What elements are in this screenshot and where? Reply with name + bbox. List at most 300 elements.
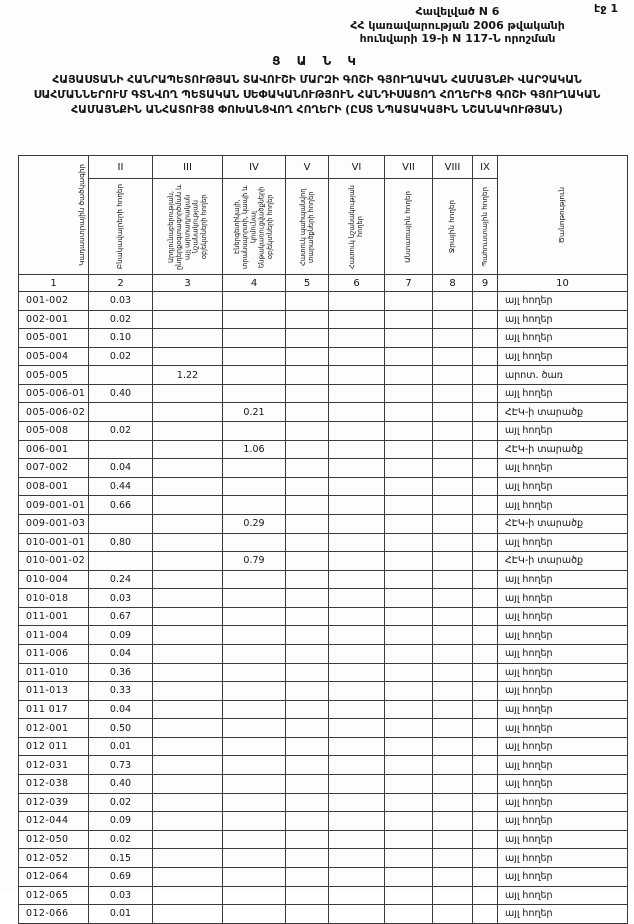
area-value-cell bbox=[286, 793, 329, 812]
area-value-cell bbox=[286, 830, 329, 849]
col-num-9: 9 bbox=[473, 275, 498, 292]
cadastral-code-cell: 009-001-01 bbox=[19, 496, 89, 515]
area-value-cell bbox=[329, 812, 385, 831]
col-num-6: 6 bbox=[329, 275, 385, 292]
area-value-cell bbox=[473, 366, 498, 385]
table-row bbox=[19, 310, 628, 329]
header-roman-row bbox=[19, 156, 628, 179]
area-value-cell bbox=[153, 403, 223, 422]
area-value-cell bbox=[385, 310, 433, 329]
appendix-block bbox=[295, 5, 620, 46]
cadastral-code-cell: 011-001 bbox=[19, 607, 89, 626]
cadastral-code-cell: 011-004 bbox=[19, 626, 89, 645]
area-value-cell bbox=[223, 793, 286, 812]
area-value-cell bbox=[473, 533, 498, 552]
area-value-cell bbox=[473, 737, 498, 756]
area-value-cell bbox=[89, 403, 153, 422]
table-row bbox=[19, 830, 628, 849]
area-value-cell bbox=[385, 775, 433, 794]
appendix-line-1: Հավելված N 6 bbox=[415, 5, 500, 18]
area-value-cell bbox=[223, 292, 286, 311]
area-value-cell bbox=[286, 477, 329, 496]
area-value-cell bbox=[473, 347, 498, 366]
area-value-cell bbox=[385, 570, 433, 589]
area-value-cell bbox=[329, 867, 385, 886]
area-value-cell bbox=[286, 440, 329, 459]
area-value-cell bbox=[153, 793, 223, 812]
area-value-cell bbox=[286, 384, 329, 403]
area-value-cell bbox=[385, 905, 433, 924]
area-value-cell bbox=[433, 496, 473, 515]
area-value-cell bbox=[153, 644, 223, 663]
area-value-cell bbox=[473, 830, 498, 849]
area-value-cell bbox=[223, 812, 286, 831]
area-value-cell bbox=[385, 440, 433, 459]
area-value-cell bbox=[433, 533, 473, 552]
area-value-cell bbox=[473, 626, 498, 645]
note-cell: այլ հողեր bbox=[498, 607, 628, 626]
area-value-cell bbox=[329, 292, 385, 311]
area-value-cell bbox=[286, 403, 329, 422]
area-value-cell bbox=[433, 459, 473, 478]
area-value-cell bbox=[329, 775, 385, 794]
area-value-cell bbox=[223, 719, 286, 738]
cadastral-code-cell: 005-006-02 bbox=[19, 403, 89, 422]
area-value-cell: 0.67 bbox=[89, 607, 153, 626]
area-value-cell bbox=[385, 347, 433, 366]
area-value-cell bbox=[385, 644, 433, 663]
table-row bbox=[19, 644, 628, 663]
table-row bbox=[19, 477, 628, 496]
area-value-cell bbox=[153, 775, 223, 794]
area-value-cell bbox=[153, 552, 223, 571]
area-value-cell bbox=[286, 886, 329, 905]
area-value-cell bbox=[286, 366, 329, 385]
table-row bbox=[19, 292, 628, 311]
area-value-cell bbox=[329, 905, 385, 924]
area-value-cell bbox=[286, 292, 329, 311]
area-value-cell: 0.66 bbox=[89, 496, 153, 515]
table-row bbox=[19, 552, 628, 571]
area-value-cell bbox=[329, 700, 385, 719]
area-value-cell: 0.36 bbox=[89, 663, 153, 682]
area-value-cell: 1.06 bbox=[223, 440, 286, 459]
area-value-cell: 0.44 bbox=[89, 477, 153, 496]
area-value-cell bbox=[473, 756, 498, 775]
table-row bbox=[19, 775, 628, 794]
area-value-cell bbox=[433, 552, 473, 571]
note-cell: այլ հողեր bbox=[498, 737, 628, 756]
area-value-cell bbox=[329, 440, 385, 459]
area-value-cell bbox=[433, 570, 473, 589]
col-num-1: 1 bbox=[19, 275, 89, 292]
note-cell: ՀԷԿ-ի տարածք bbox=[498, 514, 628, 533]
note-cell: ՀԷԿ-ի տարածք bbox=[498, 440, 628, 459]
area-value-cell bbox=[223, 310, 286, 329]
area-value-cell bbox=[286, 905, 329, 924]
col-header-protected-lands: Հատուկ պահպանվող տարածքների հողեր bbox=[286, 179, 329, 275]
area-value-cell bbox=[385, 626, 433, 645]
cadastral-code-cell: 010-001-02 bbox=[19, 552, 89, 571]
area-value-cell: 0.02 bbox=[89, 830, 153, 849]
note-cell: այլ հողեր bbox=[498, 719, 628, 738]
area-value-cell bbox=[473, 384, 498, 403]
area-value-cell: 0.09 bbox=[89, 812, 153, 831]
area-value-cell bbox=[153, 830, 223, 849]
note-cell: այլ հողեր bbox=[498, 663, 628, 682]
area-value-cell bbox=[433, 700, 473, 719]
area-value-cell bbox=[433, 477, 473, 496]
area-value-cell bbox=[286, 626, 329, 645]
area-value-cell bbox=[329, 329, 385, 348]
area-value-cell bbox=[433, 403, 473, 422]
table-row bbox=[19, 496, 628, 515]
area-value-cell bbox=[329, 514, 385, 533]
area-value-cell bbox=[473, 552, 498, 571]
area-value-cell bbox=[153, 700, 223, 719]
area-value-cell: 0.33 bbox=[89, 682, 153, 701]
area-value-cell bbox=[153, 422, 223, 441]
area-value-cell bbox=[223, 570, 286, 589]
area-value-cell: 0.69 bbox=[89, 867, 153, 886]
area-value-cell bbox=[153, 477, 223, 496]
col-roman-5: V bbox=[286, 156, 329, 179]
area-value-cell bbox=[473, 292, 498, 311]
col-header-forest-lands: Անտառային հողեր bbox=[385, 179, 433, 275]
area-value-cell bbox=[473, 867, 498, 886]
area-value-cell bbox=[153, 459, 223, 478]
area-value-cell bbox=[473, 403, 498, 422]
col-header-note bbox=[498, 156, 628, 275]
area-value-cell bbox=[433, 812, 473, 831]
area-value-cell: 0.24 bbox=[89, 570, 153, 589]
table-row bbox=[19, 719, 628, 738]
area-value-cell bbox=[385, 477, 433, 496]
note-cell: այլ հողեր bbox=[498, 292, 628, 311]
note-cell: ՀԷԿ-ի տարածք bbox=[498, 552, 628, 571]
area-value-cell bbox=[153, 905, 223, 924]
area-value-cell bbox=[329, 589, 385, 608]
col-roman-9: IX bbox=[473, 156, 498, 179]
area-value-cell bbox=[286, 310, 329, 329]
table-row bbox=[19, 626, 628, 645]
area-value-cell bbox=[473, 905, 498, 924]
area-value-cell bbox=[433, 422, 473, 441]
area-value-cell bbox=[329, 682, 385, 701]
cadastral-code-cell: 012-039 bbox=[19, 793, 89, 812]
area-value-cell bbox=[223, 737, 286, 756]
area-value-cell bbox=[329, 552, 385, 571]
area-value-cell bbox=[329, 644, 385, 663]
note-cell: այլ հողեր bbox=[498, 626, 628, 645]
table-row bbox=[19, 607, 628, 626]
area-value-cell: 0.50 bbox=[89, 719, 153, 738]
area-value-cell bbox=[329, 570, 385, 589]
area-value-cell bbox=[473, 459, 498, 478]
area-value-cell bbox=[473, 422, 498, 441]
area-value-cell bbox=[433, 793, 473, 812]
area-value-cell bbox=[286, 514, 329, 533]
area-value-cell bbox=[329, 793, 385, 812]
note-cell: այլ հողեր bbox=[498, 830, 628, 849]
area-value-cell bbox=[433, 886, 473, 905]
note-cell: այլ հողեր bbox=[498, 905, 628, 924]
area-value-cell bbox=[473, 589, 498, 608]
area-value-cell bbox=[473, 793, 498, 812]
col-header-note-label: Ծանոթություն bbox=[557, 186, 567, 244]
area-value-cell bbox=[286, 347, 329, 366]
area-value-cell: 0.15 bbox=[89, 849, 153, 868]
header-number-row bbox=[19, 275, 628, 292]
area-value-cell bbox=[473, 329, 498, 348]
cadastral-code-cell: 012-052 bbox=[19, 849, 89, 868]
col-header-industrial-lands: Արդյունաբերության, ընդերքօգտագործման և այլ արտադրական նշանակության օբյեկտների հողեր bbox=[153, 179, 223, 275]
area-value-cell: 1.22 bbox=[153, 366, 223, 385]
area-value-cell bbox=[385, 737, 433, 756]
area-value-cell bbox=[473, 514, 498, 533]
col-roman-6: VI bbox=[329, 156, 385, 179]
area-value-cell bbox=[153, 812, 223, 831]
table-row bbox=[19, 403, 628, 422]
area-value-cell bbox=[329, 830, 385, 849]
note-cell: այլ հողեր bbox=[498, 477, 628, 496]
area-value-cell bbox=[329, 403, 385, 422]
area-value-cell bbox=[433, 663, 473, 682]
area-value-cell bbox=[286, 607, 329, 626]
note-cell: այլ հողեր bbox=[498, 775, 628, 794]
note-cell: այլ հողեր bbox=[498, 793, 628, 812]
col-roman-7: VII bbox=[385, 156, 433, 179]
area-value-cell bbox=[433, 292, 473, 311]
area-value-cell bbox=[433, 589, 473, 608]
cadastral-code-cell: 006-001 bbox=[19, 440, 89, 459]
area-value-cell bbox=[153, 533, 223, 552]
area-value-cell bbox=[433, 644, 473, 663]
area-value-cell: 0.02 bbox=[89, 422, 153, 441]
note-cell: այլ հողեր bbox=[498, 422, 628, 441]
area-value-cell bbox=[286, 496, 329, 515]
table-row bbox=[19, 347, 628, 366]
table-row bbox=[19, 737, 628, 756]
note-cell: այլ հողեր bbox=[498, 496, 628, 515]
area-value-cell bbox=[223, 756, 286, 775]
note-cell: այլ հողեր bbox=[498, 682, 628, 701]
area-value-cell bbox=[433, 514, 473, 533]
note-cell: այլ հողեր bbox=[498, 700, 628, 719]
table-body bbox=[19, 292, 628, 924]
area-value-cell bbox=[433, 905, 473, 924]
area-value-cell: 0.79 bbox=[223, 552, 286, 571]
table-row bbox=[19, 514, 628, 533]
area-value-cell bbox=[473, 496, 498, 515]
area-value-cell bbox=[385, 663, 433, 682]
col-header-settlement-lands: Բնակավայրերի հողեր bbox=[89, 179, 153, 275]
area-value-cell bbox=[153, 570, 223, 589]
area-value-cell bbox=[385, 422, 433, 441]
note-cell: այլ հողեր bbox=[498, 329, 628, 348]
table-row bbox=[19, 793, 628, 812]
area-value-cell bbox=[473, 644, 498, 663]
col-num-3: 3 bbox=[153, 275, 223, 292]
col-roman-3: III bbox=[153, 156, 223, 179]
area-value-cell bbox=[223, 496, 286, 515]
area-value-cell bbox=[433, 719, 473, 738]
col-num-10: 10 bbox=[498, 275, 628, 292]
area-value-cell: 0.21 bbox=[223, 403, 286, 422]
area-value-cell bbox=[385, 384, 433, 403]
table-row bbox=[19, 440, 628, 459]
area-value-cell bbox=[433, 310, 473, 329]
area-value-cell bbox=[153, 514, 223, 533]
col-num-7: 7 bbox=[385, 275, 433, 292]
area-value-cell bbox=[153, 496, 223, 515]
note-cell: ՀԷԿ-ի տարածք bbox=[498, 403, 628, 422]
area-value-cell bbox=[286, 756, 329, 775]
area-value-cell bbox=[286, 422, 329, 441]
col-num-5: 5 bbox=[286, 275, 329, 292]
area-value-cell bbox=[223, 905, 286, 924]
area-value-cell bbox=[473, 886, 498, 905]
appendix-line-2: ՀՀ կառավարության 2006 թվականի bbox=[350, 18, 565, 32]
page-title: ՀԱՅԱՍՏԱՆԻ ՀԱՆՐԱՊԵՏՈՒԹՅԱՆ ՏԱՎՈՒՇԻ ՄԱՐԶԻ ԳՈՇԻ ԳՅՈՒՂԱԿԱՆ ՀԱՄԱՅՆՔԻ ՎԱՐՉԱԿԱՆ ՍԱՀՄԱՆՆԵՐՈՒՄ ԳՏՆՎՈՂ ՊԵՏԱԿԱՆ ՍԵՓԱԿԱՆՈՒԹՅՈՒՆ ՀԱՆԴԻՍԱՑՈՂ ՀՈՂԵՐԻՑ ԳՈՇԻ ԳՅՈՒՂԱԿԱՆ ՀԱՄԱՅՆՔԻՆ ԱՆՀԱՏՈՒՅՑ ՓՈԽԱՆՑՎՈՂ ՀՈՂԵՐԻ (ԸՍՏ ՆՊԱՏԱԿԱՅԻՆ ՆՇԱՆԱԿՈՒԹՅԱՆ) bbox=[33, 73, 601, 116]
area-value-cell bbox=[153, 849, 223, 868]
area-value-cell bbox=[223, 830, 286, 849]
area-value-cell bbox=[433, 756, 473, 775]
area-value-cell bbox=[286, 719, 329, 738]
area-value-cell bbox=[223, 329, 286, 348]
cadastral-code-cell: 007-002 bbox=[19, 459, 89, 478]
col-header-special-lands: Հատուկ նշանակության հողեր bbox=[329, 179, 385, 275]
area-value-cell bbox=[473, 849, 498, 868]
area-value-cell bbox=[153, 663, 223, 682]
table-row bbox=[19, 682, 628, 701]
area-value-cell bbox=[329, 626, 385, 645]
area-value-cell bbox=[329, 477, 385, 496]
area-value-cell bbox=[385, 496, 433, 515]
area-value-cell bbox=[223, 886, 286, 905]
col-header-cadastral-code bbox=[19, 156, 89, 275]
note-cell: այլ հողեր bbox=[498, 589, 628, 608]
note-cell: այլ հողեր bbox=[498, 886, 628, 905]
area-value-cell: 0.01 bbox=[89, 905, 153, 924]
list-label: Ց Ա Ն Կ bbox=[272, 54, 362, 68]
note-cell: այլ հողեր bbox=[498, 849, 628, 868]
table-row bbox=[19, 384, 628, 403]
area-value-cell: 0.40 bbox=[89, 775, 153, 794]
area-value-cell bbox=[433, 607, 473, 626]
col-roman-4: IV bbox=[223, 156, 286, 179]
area-value-cell bbox=[286, 663, 329, 682]
area-value-cell bbox=[329, 459, 385, 478]
table-row bbox=[19, 422, 628, 441]
area-value-cell bbox=[329, 366, 385, 385]
area-value-cell bbox=[385, 607, 433, 626]
area-value-cell bbox=[286, 812, 329, 831]
area-value-cell bbox=[286, 329, 329, 348]
table-row bbox=[19, 700, 628, 719]
area-value-cell bbox=[153, 756, 223, 775]
note-cell: այլ հողեր bbox=[498, 644, 628, 663]
table-row bbox=[19, 570, 628, 589]
cadastral-code-cell: 002-001 bbox=[19, 310, 89, 329]
page-number: էջ 1 bbox=[594, 2, 618, 15]
area-value-cell bbox=[329, 737, 385, 756]
cadastral-code-cell: 005-001 bbox=[19, 329, 89, 348]
cadastral-code-cell: 011-006 bbox=[19, 644, 89, 663]
area-value-cell bbox=[223, 644, 286, 663]
area-value-cell bbox=[473, 477, 498, 496]
area-value-cell bbox=[223, 663, 286, 682]
area-value-cell: 0.04 bbox=[89, 700, 153, 719]
area-value-cell: 0.73 bbox=[89, 756, 153, 775]
area-value-cell bbox=[329, 756, 385, 775]
area-value-cell bbox=[223, 589, 286, 608]
area-value-cell: 0.02 bbox=[89, 310, 153, 329]
area-value-cell: 0.03 bbox=[89, 589, 153, 608]
area-value-cell bbox=[223, 682, 286, 701]
area-value-cell bbox=[89, 514, 153, 533]
area-value-cell bbox=[433, 682, 473, 701]
area-value-cell bbox=[473, 663, 498, 682]
note-cell: այլ հողեր bbox=[498, 867, 628, 886]
area-value-cell bbox=[329, 384, 385, 403]
note-cell: այլ հողեր bbox=[498, 756, 628, 775]
area-value-cell bbox=[433, 347, 473, 366]
area-value-cell bbox=[385, 459, 433, 478]
area-value-cell: 0.03 bbox=[89, 292, 153, 311]
note-cell: այլ հողեր bbox=[498, 570, 628, 589]
table-row bbox=[19, 533, 628, 552]
area-value-cell bbox=[223, 533, 286, 552]
area-value-cell bbox=[473, 719, 498, 738]
col-num-8: 8 bbox=[433, 275, 473, 292]
area-value-cell bbox=[329, 422, 385, 441]
cadastral-code-cell: 012-064 bbox=[19, 867, 89, 886]
area-value-cell bbox=[433, 830, 473, 849]
table-row bbox=[19, 849, 628, 868]
note-cell: այլ հողեր bbox=[498, 812, 628, 831]
area-value-cell bbox=[433, 775, 473, 794]
area-value-cell bbox=[473, 607, 498, 626]
area-value-cell bbox=[329, 886, 385, 905]
col-roman-2: II bbox=[89, 156, 153, 179]
area-value-cell bbox=[153, 607, 223, 626]
appendix-line-3: հունվարի 19-ի N 117-Ն որոշման bbox=[359, 32, 556, 45]
cadastral-code-cell: 005-005 bbox=[19, 366, 89, 385]
area-value-cell bbox=[385, 756, 433, 775]
area-value-cell bbox=[385, 849, 433, 868]
area-value-cell bbox=[329, 310, 385, 329]
area-value-cell bbox=[223, 607, 286, 626]
area-value-cell: 0.03 bbox=[89, 886, 153, 905]
area-value-cell bbox=[153, 329, 223, 348]
area-value-cell bbox=[153, 310, 223, 329]
cadastral-code-cell: 011-013 bbox=[19, 682, 89, 701]
area-value-cell bbox=[385, 533, 433, 552]
cadastral-code-cell: 012-065 bbox=[19, 886, 89, 905]
cadastral-code-cell: 012-001 bbox=[19, 719, 89, 738]
table-row bbox=[19, 589, 628, 608]
note-cell: այլ հողեր bbox=[498, 310, 628, 329]
cadastral-code-cell: 010-001-01 bbox=[19, 533, 89, 552]
cadastral-code-cell: 011-010 bbox=[19, 663, 89, 682]
area-value-cell bbox=[223, 477, 286, 496]
area-value-cell bbox=[286, 644, 329, 663]
cadastral-code-cell: 012-066 bbox=[19, 905, 89, 924]
area-value-cell bbox=[385, 329, 433, 348]
cadastral-code-cell: 011 017 bbox=[19, 700, 89, 719]
area-value-cell: 0.10 bbox=[89, 329, 153, 348]
